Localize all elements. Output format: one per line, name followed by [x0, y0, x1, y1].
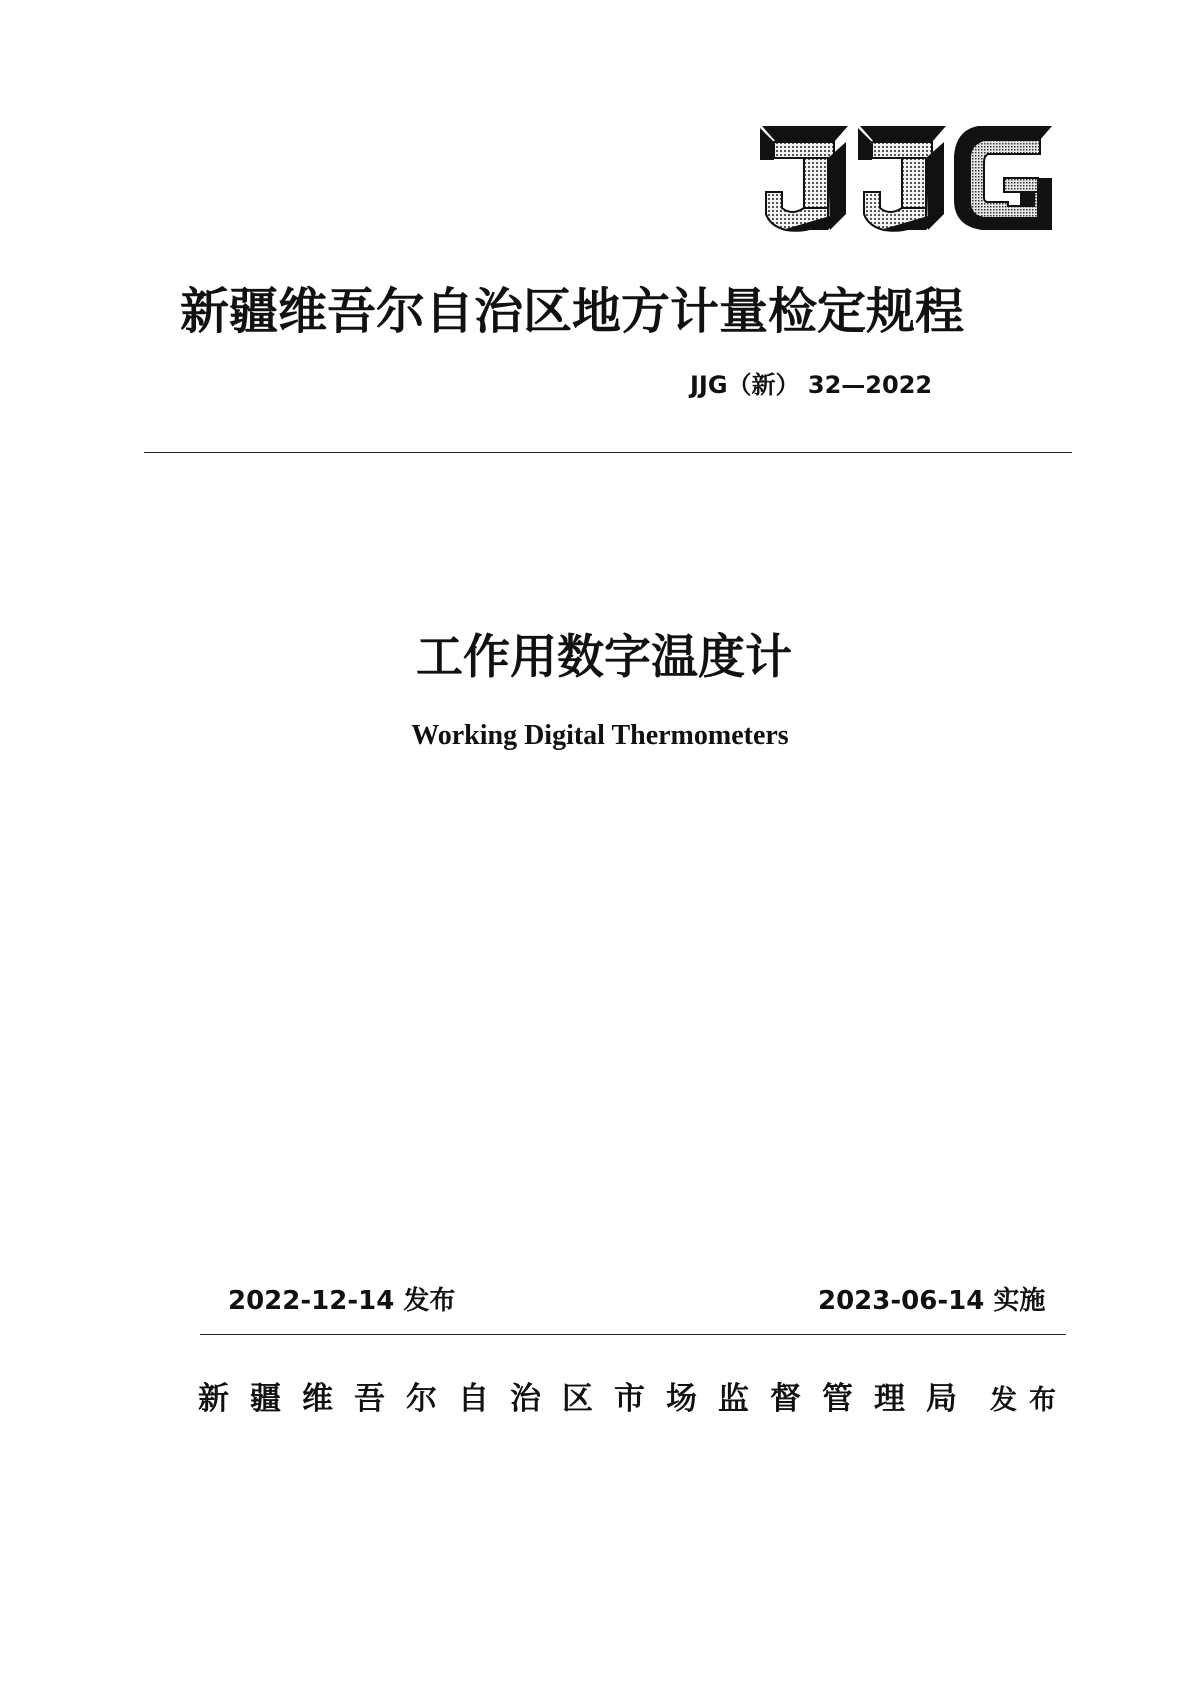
publisher-name: 新疆维吾尔自治区市场监督管理局 — [198, 1381, 978, 1417]
publisher-suffix: 发布 — [990, 1385, 1068, 1416]
document-title-english: Working Digital Thermometers — [411, 720, 789, 751]
document-title-chinese: 工作用数字温度计 — [416, 630, 792, 685]
logo-letter-g — [954, 126, 1052, 230]
document-code: JJG（新） 32—2022 — [690, 371, 933, 399]
publisher-line — [198, 1378, 1068, 1425]
logo-letter-j2 — [858, 126, 946, 231]
logo-letter-j1 — [760, 126, 848, 231]
issue-date: 2022-12-14 发布 — [228, 1286, 456, 1316]
header-divider — [144, 452, 1072, 453]
regulation-series-title: 新疆维吾尔自治区地方计量检定规程 — [180, 283, 965, 340]
jjg-emblem-logo — [752, 122, 1062, 244]
footer-divider — [200, 1334, 1066, 1335]
implementation-date: 2023-06-14 实施 — [818, 1286, 1046, 1316]
